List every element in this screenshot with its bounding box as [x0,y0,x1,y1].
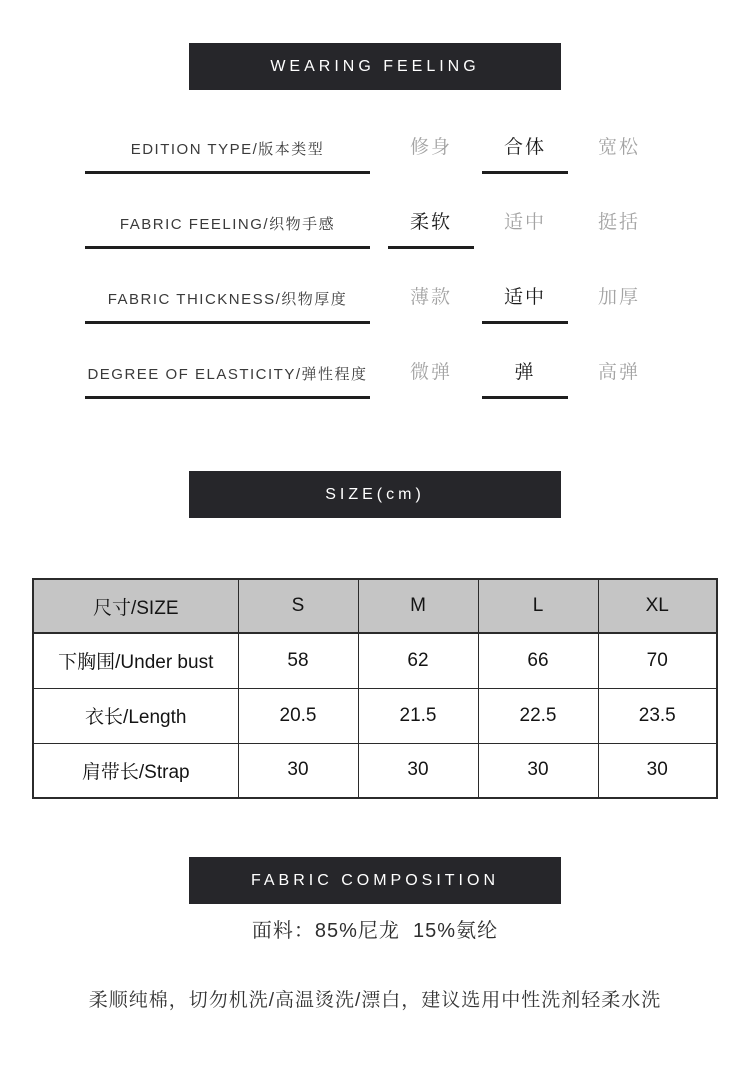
size-column-header: L [478,579,598,633]
spec-label-cell: 肩带长/Strap [33,743,238,798]
option-chip: 修身 [409,137,452,158]
wearing-feeling-banner [189,43,561,90]
option-chip: 薄款 [409,287,452,308]
option-chip: 挺括 [597,212,640,233]
size-column-header: XL [598,579,717,633]
table-row-under-bust [33,633,717,688]
option-chip: 微弹 [409,362,452,383]
option-chip: 加厚 [597,287,640,308]
fabric-composition-text: 面料：85%尼龙 15%氨纶 [251,920,499,942]
attribute-options [384,357,666,399]
spec-value-cell: 66 [478,633,598,688]
spec-value-cell: 23.5 [598,688,717,743]
attribute-list [0,99,750,399]
attribute-row-edition-type [0,99,750,174]
attribute-options [384,207,666,249]
spec-value-cell: 21.5 [358,688,478,743]
spec-label-cell: 下胸围/Under bust [33,633,238,688]
option-chip: 宽松 [597,137,640,158]
attribute-row-fabric-thickness [0,249,750,324]
table-row-strap [33,743,717,798]
fabric-composition-banner [189,857,561,904]
size-column-header: S [238,579,358,633]
option-chip: 适中 [503,212,546,233]
size-table-header-row [33,579,717,633]
spec-value-cell: 22.5 [478,688,598,743]
option-chip-selected: 柔软 [388,207,474,249]
attribute-row-fabric-feeling [0,174,750,249]
option-chip-selected: 适中 [482,282,568,324]
table-row-length [33,688,717,743]
care-instructions-text: 柔顺纯棉，切勿机洗/高温烫洗/漂白，建议选用中性洗剂轻柔水洗 [88,990,662,1011]
attribute-options [384,132,666,174]
spec-value-cell: 30 [478,743,598,798]
spec-label-cell: 衣长/Length [33,688,238,743]
attribute-label: FABRIC THICKNESS/织物厚度 [85,288,370,324]
spec-value-cell: 30 [598,743,717,798]
option-chip: 高弹 [597,362,640,383]
option-chip-selected: 弹 [482,357,568,399]
spec-value-cell: 62 [358,633,478,688]
spec-value-cell: 30 [358,743,478,798]
size-banner-title: SIZE(cm) [325,486,425,503]
attribute-label: EDITION TYPE/版本类型 [85,138,370,174]
spec-value-cell: 20.5 [238,688,358,743]
size-banner [189,471,561,518]
attribute-row-elasticity [0,324,750,399]
size-column-header: M [358,579,478,633]
fabric-composition-title: FABRIC COMPOSITION [250,872,499,889]
attribute-options [384,282,666,324]
size-table [32,578,718,799]
spec-value-cell: 30 [238,743,358,798]
size-column-header: 尺寸/SIZE [33,579,238,633]
spec-value-cell: 70 [598,633,717,688]
attribute-label: DEGREE OF ELASTICITY/弹性程度 [85,363,370,399]
spec-value-cell: 58 [238,633,358,688]
wearing-feeling-title: WEARING FEELING [270,58,480,75]
attribute-label: FABRIC FEELING/织物手感 [85,213,370,249]
option-chip-selected: 合体 [482,132,568,174]
